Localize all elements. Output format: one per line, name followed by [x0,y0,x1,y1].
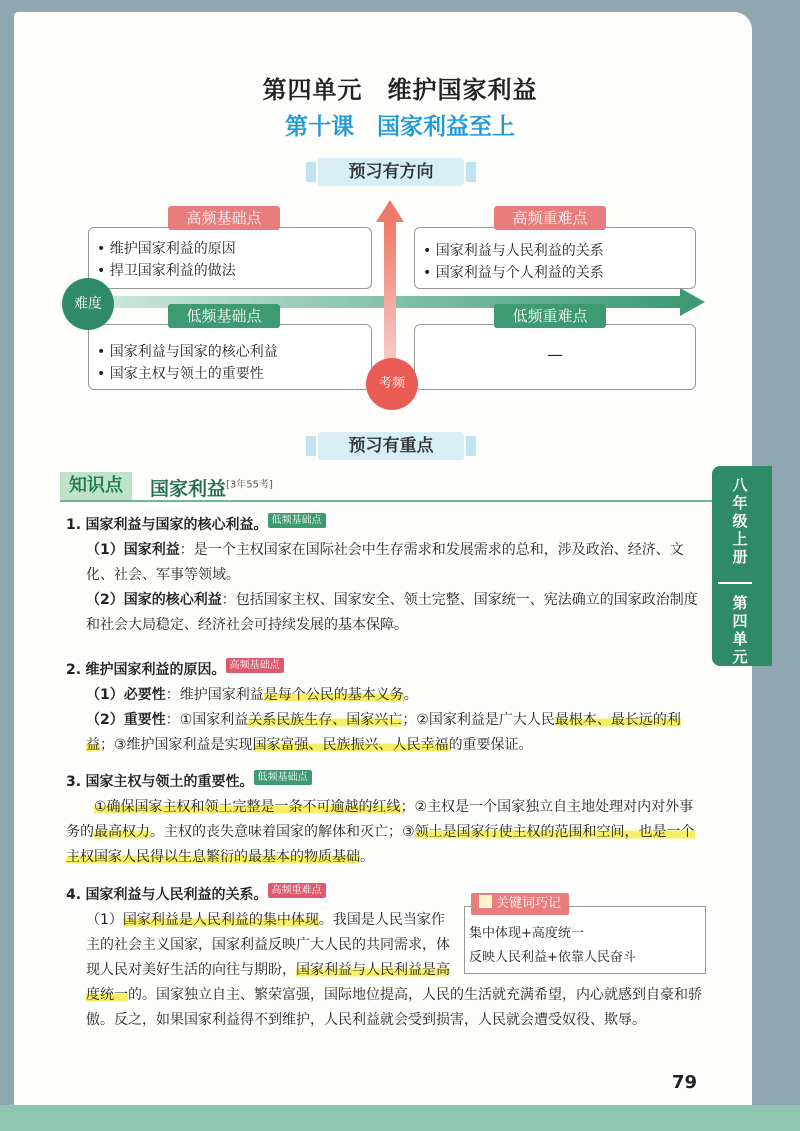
x-axis-label: 难度 [62,278,114,330]
side-tab-unit: 第四单元 [732,594,748,666]
high-basic-item: • 维护国家利益的原因 [97,241,236,257]
keyword-2: 反映人民利益+依靠人民奋斗 [469,950,636,965]
high-basic-box [88,227,372,289]
knowledge-divider [60,500,720,502]
section-4-heading: 4. 国家利益与人民利益的关系。 高频重难点 [66,883,706,908]
side-tab [712,466,772,666]
low-basic-box [88,324,372,390]
tag-low-basic: 低频基础点 [268,513,326,528]
exam-count: [3年55考] [226,479,273,491]
high-hard-item: • 国家利益与人民利益的关系 [423,243,604,259]
low-basic-item: • 国家利益与国家的核心利益 [97,344,278,360]
knowledge-label: 知识点 [60,472,132,500]
keyword-1: 集中体现+高度统一 [469,926,584,941]
tag-high-basic: 高频基础点 [226,658,284,673]
lesson-title: 第十课 国家利益至上 [285,114,515,140]
pencil-icon [479,895,492,908]
tag-high-hard: 高频重难点 [494,206,606,230]
page-number: 79 [672,1072,698,1093]
bottom-band [0,1105,800,1131]
tag-low-basic: 低频基础点 [168,304,280,328]
section-4-p1: （1）国家利益是人民利益的集中体现。我国是人民当家作主的社会主义国家，国家利益反映广大人民的共同需求，体现人民对美好生活的向往与期盼，国家利益与人民利益是高度统一的。国家独立自主、繁荣富强，国际地位提高，人民的生活就充满希望，内心就感到自豪和骄傲。反之，如果国家利益得不到维护，人民利益就会受到损害，人民就会遭受奴役、欺辱。 [66,908,706,1033]
section-2-p2: （2）重要性：①国家利益关系民族生存、国家兴亡；②国家利益是广大人民最根本、最长远的利益；③维护国家利益是实现国家富强、民族振兴、人民幸福的重要保证。 [86,712,681,753]
keyword-title: 关键词巧记 [471,893,569,915]
section-2-heading: 2. 维护国家利益的原因。 高频基础点 [66,658,706,683]
knowledge-title: 国家利益[3年55考] [150,478,273,500]
high-basic-item: • 捍卫国家利益的做法 [97,263,236,279]
section-3-heading: 3. 国家主权与领土的重要性。 低频基础点 [66,770,706,795]
side-tab-divider [718,582,752,584]
keyword-box [464,896,706,974]
tag-low-hard: 低频重难点 [494,304,606,328]
unit-title: 第四单元 维护国家利益 [262,76,538,104]
high-hard-box [414,227,696,289]
tag-high-basic: 高频基础点 [168,206,280,230]
low-hard-box [414,324,696,390]
section-1-heading: 1. 国家利益与国家的核心利益。 低频基础点 [66,513,706,538]
tag-low-basic: 低频基础点 [254,770,312,785]
section-1 [66,513,706,638]
y-axis [384,220,396,380]
high-hard-item: • 国家利益与个人利益的关系 [423,265,604,281]
section-3-body: ①确保国家主权和领土完整是一条不可逾越的红线；②主权是一个国家独立自主地处理对内对外事务的最高权力。主权的丧失意味着国家的解体和灭亡；③领土是国家行使主权的范围和空间，也是一个主权国家人民得以生息繁衍的最基本的物质基础。 [66,799,695,865]
preview-focus-banner: 预习有重点 [318,432,464,460]
y-axis-label: 考频 [366,358,418,410]
low-hard-item: — [547,345,563,364]
section-2 [66,658,706,758]
section-3 [66,770,706,870]
side-tab-grade: 八年级上册 [732,476,748,566]
low-basic-item: • 国家主权与领土的重要性 [97,366,264,382]
section-1-p2: （2）国家的核心利益：包括国家主权、国家安全、领土完整、国家统一、宪法确立的国家政治制度和社会大局稳定、经济社会可持续发展的基本保障。 [86,592,698,633]
y-axis-arrow [376,200,404,222]
x-axis-arrow [680,288,705,316]
section-1-p1: （1）国家利益：是一个主权国家在国际社会中生存需求和发展需求的总和，涉及政治、经济、文化、社会、军事等领域。 [86,542,684,583]
section-2-p1: （1）必要性：维护国家利益是每个公民的基本义务。 [86,687,418,703]
tag-high-hard: 高频重难点 [268,883,326,898]
preview-direction-banner: 预习有方向 [318,158,464,186]
